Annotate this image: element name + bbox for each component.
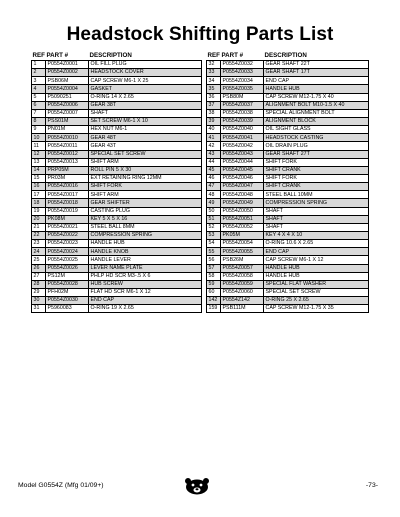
description-cell: SHAFT <box>89 109 202 117</box>
part-number-cell: PR03M <box>46 174 89 182</box>
table-row <box>32 240 202 248</box>
ref-cell: 55 <box>207 248 221 256</box>
description-cell: ALIGNMENT BOLT M10-1.5 X 40 <box>264 101 369 109</box>
description-cell: OIL SIGHT GLASS <box>264 126 369 134</box>
description-cell: HEADSTOCK COVER <box>89 69 202 77</box>
ref-cell: 38 <box>207 109 221 117</box>
table-row <box>32 288 202 296</box>
part-number-cell: P0554Z0023 <box>46 240 89 248</box>
table-row <box>32 158 202 166</box>
part-number-cell: P0554Z0002 <box>46 69 89 77</box>
part-number-cell: P0554Z0060 <box>221 288 264 296</box>
parts-table-left <box>31 52 202 313</box>
part-number-cell: P0554Z0011 <box>46 142 89 150</box>
table-row <box>32 101 202 109</box>
description-cell: EXT RETAINING RING 12MM <box>89 174 202 182</box>
table-row <box>207 280 369 288</box>
table-row <box>207 134 369 142</box>
table-row <box>32 199 202 207</box>
description-cell: SHAFT <box>264 207 369 215</box>
part-number-cell: P0554Z0040 <box>221 126 264 134</box>
ref-cell: 3 <box>32 77 46 85</box>
table-row <box>207 126 369 134</box>
ref-header: REF <box>32 52 45 59</box>
ref-cell: 142 <box>207 297 221 305</box>
ref-cell: 59 <box>207 280 221 288</box>
ref-cell: 26 <box>32 264 46 272</box>
ref-cell: 13 <box>32 158 46 166</box>
part-number-cell: PN01M <box>46 126 89 134</box>
table-row <box>207 223 369 231</box>
description-cell: OIL FILL PLUG <box>89 61 202 69</box>
table-row <box>207 248 369 256</box>
part-number-cell: P0554Z0042 <box>221 142 264 150</box>
part-number-cell: P0554Z0033 <box>221 69 264 77</box>
ref-cell: 58 <box>207 272 221 280</box>
ref-cell: 31 <box>32 305 46 313</box>
description-cell: SHIFT ARM <box>89 191 202 199</box>
description-cell: HANDLE HUB <box>264 85 369 93</box>
ref-cell: 32 <box>207 61 221 69</box>
part-number-cell: P0554Z0017 <box>46 191 89 199</box>
table-row <box>32 69 202 77</box>
ref-cell: 36 <box>207 93 221 101</box>
description-cell: SHAFT <box>264 223 369 231</box>
table-row <box>207 142 369 150</box>
ref-cell: 25 <box>32 256 46 264</box>
bear-head-logo-icon <box>182 477 212 495</box>
part-number-cell: P0554Z0028 <box>46 280 89 288</box>
description-cell: GASKET <box>89 85 202 93</box>
description-cell: GEAR SHAFT 27T <box>264 150 369 158</box>
part-number-cell: P0554Z0024 <box>46 248 89 256</box>
part-number-cell: P0554Z0034 <box>221 77 264 85</box>
part-number-cell: P5960083 <box>46 305 89 313</box>
ref-cell: 159 <box>207 305 221 313</box>
ref-cell: 22 <box>32 231 46 239</box>
table-row <box>207 61 369 69</box>
description-cell: HANDLE HUB <box>89 240 202 248</box>
part-number-cell: P0554Z0021 <box>46 223 89 231</box>
description-cell: CAP SCREW M12-1.75 X 35 <box>264 305 369 313</box>
ref-cell: 5 <box>32 93 46 101</box>
table-row <box>207 264 369 272</box>
description-cell: CAP SCREW M12-1.75 X 40 <box>264 93 369 101</box>
part-number-cell: P0554Z0022 <box>46 231 89 239</box>
description-cell: SHIFT CRANK <box>264 166 369 174</box>
part-header: PART # <box>46 52 69 59</box>
part-number-cell: P0554Z0030 <box>46 297 89 305</box>
description-cell: SHIFT FORK <box>89 183 202 191</box>
ref-cell: 43 <box>207 150 221 158</box>
description-cell: KEY 5 X 5 X 16 <box>89 215 202 223</box>
description-cell: HEX NUT M6-1 <box>89 126 202 134</box>
ref-cell: 11 <box>32 142 46 150</box>
ref-cell: 29 <box>32 288 46 296</box>
table-row <box>207 150 369 158</box>
description-cell: HANDLE LEVER <box>89 256 202 264</box>
part-number-cell: P0554Z0013 <box>46 158 89 166</box>
part-number-cell: PSB111M <box>221 305 264 313</box>
ref-cell: 20 <box>32 215 46 223</box>
ref-cell: 2 <box>32 69 46 77</box>
ref-cell: 48 <box>207 191 221 199</box>
part-number-cell: P0554Z0007 <box>46 109 89 117</box>
ref-cell: 46 <box>207 174 221 182</box>
table-row <box>207 272 369 280</box>
part-number-cell: PRP05M <box>46 166 89 174</box>
table-row <box>32 77 202 85</box>
part-number-cell: P0554Z0058 <box>221 272 264 280</box>
table-row <box>207 174 369 182</box>
part-number-cell: P0554Z0006 <box>46 101 89 109</box>
part-number-cell: P0554Z0054 <box>221 240 264 248</box>
part-number-cell: P0554Z142 <box>221 297 264 305</box>
table-row <box>207 297 369 305</box>
page-title: Headstock Shifting Parts List <box>66 24 334 45</box>
part-number-cell: P0554Z0016 <box>46 183 89 191</box>
table-row <box>32 183 202 191</box>
table-row <box>32 150 202 158</box>
part-number-cell: P0554Z0041 <box>221 134 264 142</box>
table-row <box>32 272 202 280</box>
part-number-cell: P0554Z0047 <box>221 183 264 191</box>
ref-cell: 35 <box>207 85 221 93</box>
ref-cell: 41 <box>207 134 221 142</box>
ref-cell: 14 <box>32 166 46 174</box>
ref-cell: 19 <box>32 207 46 215</box>
ref-cell: 18 <box>32 199 46 207</box>
description-cell: END CAP <box>89 297 202 305</box>
part-number-cell: P0554Z0025 <box>46 256 89 264</box>
part-number-cell: PSB80M <box>221 93 264 101</box>
part-number-cell: P0554Z0057 <box>221 264 264 272</box>
description-cell: GEAR 43T <box>89 142 202 150</box>
part-number-cell: P0554Z0050 <box>221 207 264 215</box>
description-cell: FLAT HD SCR M6-1 X 12 <box>89 288 202 296</box>
description-header: DESCRIPTION <box>264 52 307 59</box>
description-cell: GEAR 48T <box>89 134 202 142</box>
table-row <box>207 305 369 313</box>
description-cell: GEAR 38T <box>89 101 202 109</box>
ref-cell: 17 <box>32 191 46 199</box>
description-cell: COMPRESSION SPRING <box>89 231 202 239</box>
ref-cell: 12 <box>32 150 46 158</box>
table-row <box>32 109 202 117</box>
table-row <box>32 223 202 231</box>
part-number-cell: P0554Z0019 <box>46 207 89 215</box>
part-number-cell: P0554Z0055 <box>221 248 264 256</box>
part-number-cell: PSB26M <box>221 256 264 264</box>
part-number-cell: P0554Z0051 <box>221 215 264 223</box>
description-cell: ALIGNMENT BLOCK <box>264 117 369 125</box>
table-row <box>207 166 369 174</box>
description-cell: PHLP HD SCR M3-.5 X 6 <box>89 272 202 280</box>
ref-cell: 50 <box>207 207 221 215</box>
ref-cell: 44 <box>207 158 221 166</box>
ref-cell: 54 <box>207 240 221 248</box>
ref-cell: 6 <box>32 101 46 109</box>
part-number-cell: PK08M <box>46 215 89 223</box>
description-cell: END CAP <box>264 77 369 85</box>
description-cell: HUB SCREW <box>89 280 202 288</box>
description-cell: HANDLE KNOB <box>89 248 202 256</box>
ref-cell: 52 <box>207 223 221 231</box>
part-number-cell: P0554Z0018 <box>46 199 89 207</box>
description-cell: SHIFT FORK <box>264 174 369 182</box>
description-cell: LEVER NAME PLATE <box>89 264 202 272</box>
part-number-cell: P0554Z0039 <box>221 117 264 125</box>
ref-cell: 45 <box>207 166 221 174</box>
description-cell: STEEL BALL 10MM <box>264 191 369 199</box>
ref-header: REF <box>207 52 220 59</box>
description-cell: SHIFT ARM <box>89 158 202 166</box>
description-cell: STEEL BALL 8MM <box>89 223 202 231</box>
ref-cell: 39 <box>207 117 221 125</box>
table-row <box>207 215 369 223</box>
table-row <box>207 256 369 264</box>
table-row <box>32 191 202 199</box>
table-row <box>207 191 369 199</box>
ref-cell: 8 <box>32 117 46 125</box>
ref-cell: 23 <box>32 240 46 248</box>
description-cell: CASTING PLUG <box>89 207 202 215</box>
description-cell: END CAP <box>264 248 369 256</box>
part-number-cell: P0554Z0001 <box>46 61 89 69</box>
ref-cell: 15 <box>32 174 46 182</box>
table-row <box>32 256 202 264</box>
ref-cell: 49 <box>207 199 221 207</box>
part-number-cell: P0554Z0035 <box>221 85 264 93</box>
description-cell: O-RING 10.6 X 2.65 <box>264 240 369 248</box>
part-number-cell: P0554Z0044 <box>221 158 264 166</box>
description-cell: CAP SCREW M6-1 X 25 <box>89 77 202 85</box>
description-cell: SET SCREW M6-1 X 10 <box>89 117 202 125</box>
ref-cell: 37 <box>207 101 221 109</box>
part-number-cell: P0554Z0048 <box>221 191 264 199</box>
description-cell: SPECIAL FLAT WASHER <box>264 280 369 288</box>
ref-cell: 56 <box>207 256 221 264</box>
description-cell: SHAFT <box>264 215 369 223</box>
table-row <box>207 85 369 93</box>
ref-cell: 10 <box>32 134 46 142</box>
description-cell: SPECIAL SET SCREW <box>89 150 202 158</box>
table-header-row <box>207 52 369 61</box>
ref-cell: 53 <box>207 231 221 239</box>
ref-cell: 47 <box>207 183 221 191</box>
description-cell: KEY 4 X 4 X 10 <box>264 231 369 239</box>
table-row <box>32 174 202 182</box>
description-cell: O-RING 14 X 2.65 <box>89 93 202 101</box>
ref-cell: 7 <box>32 109 46 117</box>
table-row <box>32 93 202 101</box>
part-number-cell: P0554Z0052 <box>221 223 264 231</box>
table-row <box>207 101 369 109</box>
table-row <box>32 231 202 239</box>
ref-cell: 60 <box>207 288 221 296</box>
part-number-cell: P0554Z0037 <box>221 101 264 109</box>
part-number-cell: PSS01M <box>46 117 89 125</box>
part-number-cell: PS12M <box>46 272 89 280</box>
description-cell: HANDLE HUB <box>264 272 369 280</box>
ref-cell: 4 <box>32 85 46 93</box>
parts-table-right <box>206 52 369 313</box>
description-cell: CAP SCREW M6-1 X 12 <box>264 256 369 264</box>
description-cell: SHIFT CRANK <box>264 183 369 191</box>
part-number-cell: P0554Z0012 <box>46 150 89 158</box>
table-row <box>207 158 369 166</box>
table-row <box>32 297 202 305</box>
page-number: -73- <box>365 482 378 489</box>
table-row <box>207 77 369 85</box>
table-row <box>207 288 369 296</box>
description-cell: GEAR SHIFTER <box>89 199 202 207</box>
table-row <box>207 231 369 239</box>
table-row <box>32 280 202 288</box>
table-row <box>207 199 369 207</box>
table-row <box>32 215 202 223</box>
part-number-cell: P0554Z0032 <box>221 61 264 69</box>
part-number-cell: P0554Z0004 <box>46 85 89 93</box>
ref-cell: 34 <box>207 77 221 85</box>
part-number-cell: P0554Z0059 <box>221 280 264 288</box>
ref-cell: 28 <box>32 280 46 288</box>
table-row <box>32 264 202 272</box>
table-row <box>32 166 202 174</box>
part-number-cell: PSB06M <box>46 77 89 85</box>
description-cell: GEAR SHAFT 17T <box>264 69 369 77</box>
model-footer: Model G0554Z (Mfg 01/09+) <box>18 482 104 489</box>
part-number-cell: P0554Z0038 <box>221 109 264 117</box>
part-number-cell: P0554Z0049 <box>221 199 264 207</box>
part-number-cell: PFH02M <box>46 288 89 296</box>
table-row <box>207 183 369 191</box>
table-row <box>207 93 369 101</box>
part-number-cell: P0554Z0010 <box>46 134 89 142</box>
part-number-cell: P0554Z0046 <box>221 174 264 182</box>
ref-cell: 24 <box>32 248 46 256</box>
description-cell: SPECIAL ALIGNMENT BOLT <box>264 109 369 117</box>
table-row <box>207 240 369 248</box>
description-cell: OIL DRAIN PLUG <box>264 142 369 150</box>
table-header-row <box>32 52 202 61</box>
part-number-cell: PK05M <box>221 231 264 239</box>
table-row <box>32 142 202 150</box>
ref-cell: 21 <box>32 223 46 231</box>
part-header: PART # <box>221 52 244 59</box>
ref-cell: 42 <box>207 142 221 150</box>
part-number-cell: P0554Z0026 <box>46 264 89 272</box>
table-row <box>32 126 202 134</box>
part-number-cell: P5090251 <box>46 93 89 101</box>
description-cell: O-RING 19 X 2.65 <box>89 305 202 313</box>
description-cell: HEADSTOCK CASTING <box>264 134 369 142</box>
table-row <box>207 69 369 77</box>
ref-cell: 33 <box>207 69 221 77</box>
table-row <box>32 85 202 93</box>
ref-cell: 30 <box>32 297 46 305</box>
description-header: DESCRIPTION <box>89 52 132 59</box>
table-row <box>207 109 369 117</box>
ref-cell: 27 <box>32 272 46 280</box>
description-cell: HANDLE HUB <box>264 264 369 272</box>
ref-cell: 16 <box>32 183 46 191</box>
ref-cell: 51 <box>207 215 221 223</box>
ref-cell: 40 <box>207 126 221 134</box>
description-cell: COMPRESSION SPRING <box>264 199 369 207</box>
table-row <box>32 117 202 125</box>
description-cell: SPECIAL SET SCREW <box>264 288 369 296</box>
ref-cell: 57 <box>207 264 221 272</box>
description-cell: SHIFT FORK <box>264 158 369 166</box>
table-row <box>32 305 202 313</box>
ref-cell: 9 <box>32 126 46 134</box>
table-row <box>32 207 202 215</box>
description-cell: O-RING 25 X 2.65 <box>264 297 369 305</box>
part-number-cell: P0554Z0045 <box>221 166 264 174</box>
table-row <box>32 134 202 142</box>
table-row <box>207 117 369 125</box>
part-number-cell: P0554Z0043 <box>221 150 264 158</box>
table-row <box>32 248 202 256</box>
description-cell: GEAR SHAFT 22T <box>264 61 369 69</box>
table-row <box>207 207 369 215</box>
ref-cell: 1 <box>32 61 46 69</box>
description-cell: ROLL PIN 5 X 30 <box>89 166 202 174</box>
table-row <box>32 61 202 69</box>
